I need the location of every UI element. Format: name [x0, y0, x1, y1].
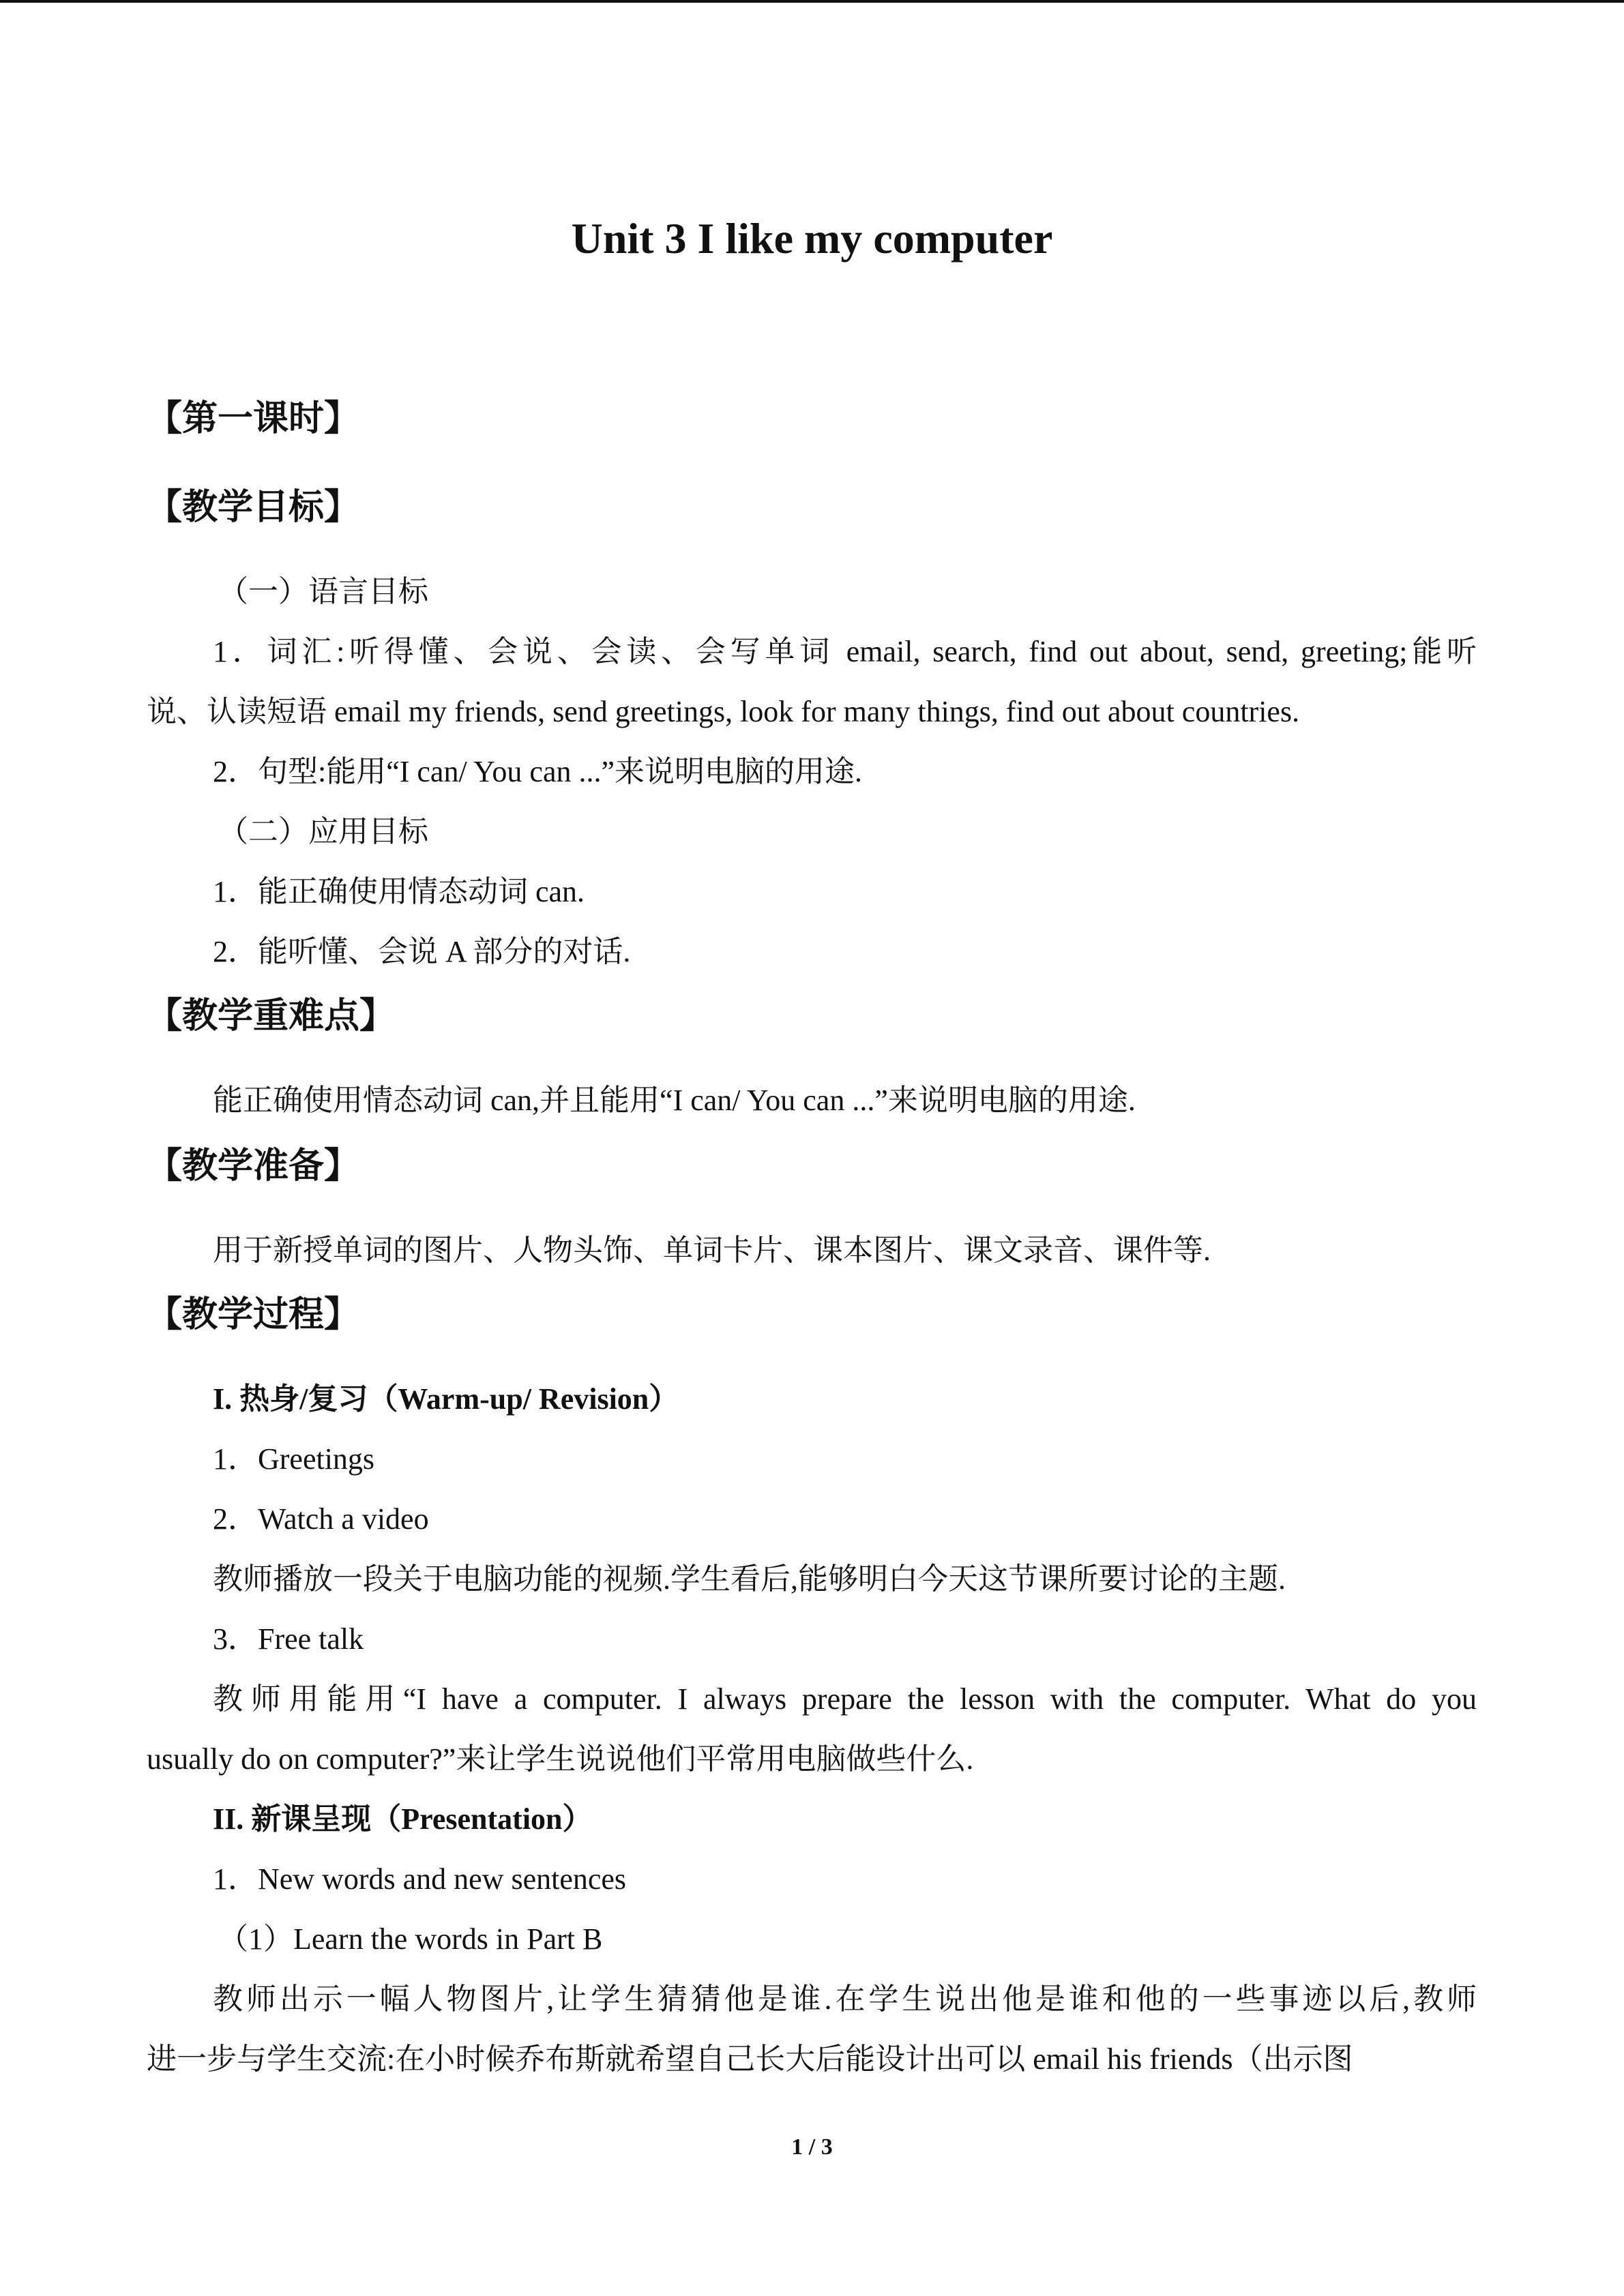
warmup-item-free-talk: 3．Free talk — [213, 1622, 364, 1656]
preparation-heading: 【教学准备】 — [147, 1146, 360, 1187]
vocab-item-line2: 说、认读短语 email my friends, send greetings, look for many things, find out about countries. — [147, 695, 1300, 728]
lesson-heading: 【第一课时】 — [147, 398, 360, 439]
warmup-section-title: I. 热身/复习（Warm-up/ Revision） — [213, 1382, 679, 1416]
application-item-2: 2．能听懂、会说 A 部分的对话. — [213, 935, 631, 968]
free-talk-line1: 教师用能用“I have a computer. I always prepare the lesson with the computer. What do you — [213, 1682, 1477, 1716]
presentation-paragraph-line2: 进一步与学生交流:在小时候乔布斯就希望自己长大后能设计出可以 email his friends（出示图 — [147, 2042, 1353, 2076]
application-item-1: 1．能正确使用情态动词 can. — [213, 875, 585, 908]
key-points-heading: 【教学重难点】 — [147, 996, 396, 1037]
key-points-text: 能正确使用情态动词 can,并且能用“I can/ You can ...”来说明电脑的用途. — [213, 1084, 1136, 1117]
warmup-item-greetings: 1．Greetings — [213, 1442, 375, 1476]
sentence-pattern-item: 2．句型:能用“I can/ You can ...”来说明电脑的用途. — [213, 755, 863, 788]
presentation-paragraph-line1: 教师出示一幅人物图片,让学生猜猜他是谁.在学生说出他是谁和他的一些事迹以后,教师 — [213, 1982, 1477, 2016]
free-talk-line2: usually do on computer?”来让学生说说他们平常用电脑做些什么. — [147, 1742, 974, 1776]
vocab-item-line1: 1．词汇:听得懂、会说、会读、会写单词 email, search, find out about, send, greeting;能听 — [213, 635, 1477, 668]
document-title: Unit 3 I like my computer — [571, 214, 1053, 263]
objectives-heading: 【教学目标】 — [147, 487, 360, 528]
preparation-text: 用于新授单词的图片、人物头饰、单词卡片、课本图片、课文录音、课件等. — [213, 1234, 1211, 1267]
process-heading: 【教学过程】 — [147, 1294, 360, 1335]
application-goal-subheading: （二）应用目标 — [218, 815, 428, 848]
presentation-subitem-part-b: （1）Learn the words in Part B — [218, 1922, 603, 1956]
presentation-section-title: II. 新课呈现（Presentation） — [213, 1802, 593, 1836]
page-number: 1 / 3 — [791, 2134, 833, 2160]
warmup-video-description: 教师播放一段关于电脑功能的视频.学生看后,能够明白今天这节课所要讨论的主题. — [213, 1562, 1286, 1596]
presentation-item-new-words: 1．New words and new sentences — [213, 1862, 627, 1896]
language-goal-subheading: （一）语言目标 — [218, 575, 428, 608]
warmup-item-video: 2．Watch a video — [213, 1502, 429, 1536]
